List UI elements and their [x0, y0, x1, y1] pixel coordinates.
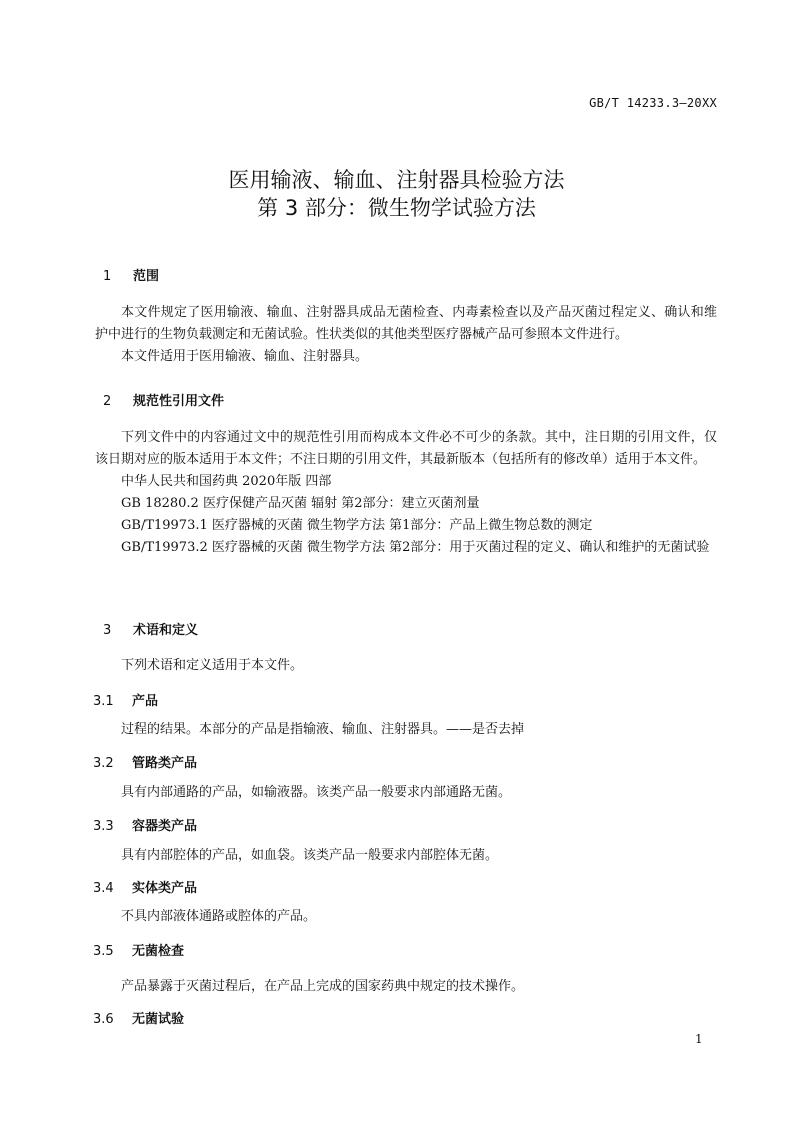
- term-title: 管路类产品: [132, 756, 198, 771]
- term-title: 无菌试验: [132, 1012, 185, 1027]
- section-1-heading: [103, 265, 159, 284]
- term-3-6-heading: [93, 1008, 184, 1027]
- term-3-3-definition: 具有内部腔体的产品，如血袋。该类产品一般要求内部腔体无菌。: [121, 848, 499, 863]
- term-title: 实体类产品: [132, 881, 198, 896]
- reference-item: GB/T19973.1 医疗器械的灭菌 微生物学方法 第1部分：产品上微生物总数的测定: [121, 518, 593, 533]
- term-number: 3.6: [93, 1012, 114, 1027]
- term-title: 产品: [132, 694, 159, 709]
- section-title: 术语和定义: [133, 623, 199, 638]
- term-3-2-heading: [93, 752, 197, 771]
- term-number: 3.1: [93, 694, 114, 709]
- section-number: 1: [103, 269, 112, 284]
- standard-code: GB/T 14233.3—20XX: [589, 96, 717, 110]
- section-number: 2: [103, 394, 112, 409]
- term-number: 3.5: [93, 944, 114, 959]
- document-title-line2: 第 3 部分：微生物学试验方法: [257, 196, 536, 220]
- document-title-line1: 医用输液、输血、注射器具检验方法: [228, 168, 565, 192]
- section-title: 范围: [133, 269, 160, 284]
- reference-item: GB 18280.2 医疗保健产品灭菌 辐射 第2部分：建立灭菌剂量: [121, 496, 480, 511]
- paragraph: 本文件适用于医用输液、输血、注射器具。: [121, 349, 369, 364]
- term-3-4-heading: [93, 877, 197, 896]
- section-title: 规范性引用文件: [133, 394, 225, 409]
- term-number: 3.3: [93, 819, 114, 834]
- reference-item: GB/T19973.2 医疗器械的灭菌 微生物学方法 第2部分：用于灭菌过程的定义、确认和维护的无菌试验: [121, 540, 710, 555]
- term-3-5-definition: 产品暴露于灭菌过程后，在产品上完成的国家药典中规定的技术操作。: [121, 979, 525, 994]
- term-3-4-definition: 不具内部液体通路或腔体的产品。: [121, 909, 317, 924]
- section-number: 3: [103, 623, 112, 638]
- paragraph: 本文件规定了医用输液、输血、注射器具成品无菌检查、内毒素检查以及产品灭菌过程定义、确认和维护中进行的生物负载测定和无菌试验。性状类似的其他类型医疗器械产品可参照本文件进行。: [95, 305, 717, 342]
- paragraph: 下列文件中的内容通过文中的规范性引用而构成本文件必不可少的条款。其中，注日期的引用文件，仅该日期对应的版本适用于本文件；不注日期的引用文件，其最新版本（包括所有的修改单）适用于本文件。: [95, 430, 717, 467]
- term-number: 3.2: [93, 756, 114, 771]
- term-title: 无菌检查: [132, 944, 185, 959]
- term-3-3-heading: [93, 815, 197, 834]
- section-1-body: [95, 302, 717, 368]
- page-number: 1: [695, 1032, 703, 1046]
- term-title: 容器类产品: [132, 819, 198, 834]
- section-2-body: [95, 427, 717, 559]
- term-number: 3.4: [93, 881, 114, 896]
- term-3-1-definition: 过程的结果。本部分的产品是指输液、输血、注射器具。——是否去掉: [121, 722, 525, 737]
- term-3-2-definition: 具有内部通路的产品，如输液器。该类产品一般要求内部通路无菌。: [121, 785, 512, 800]
- section-3-intro: 下列术语和定义适用于本文件。: [121, 658, 304, 673]
- section-2-heading: [103, 390, 224, 409]
- section-3-heading: [103, 619, 198, 638]
- reference-item: 中华人民共和国药典 2020年版 四部: [121, 474, 332, 489]
- term-3-1-heading: [93, 690, 158, 709]
- term-3-5-heading: [93, 940, 184, 959]
